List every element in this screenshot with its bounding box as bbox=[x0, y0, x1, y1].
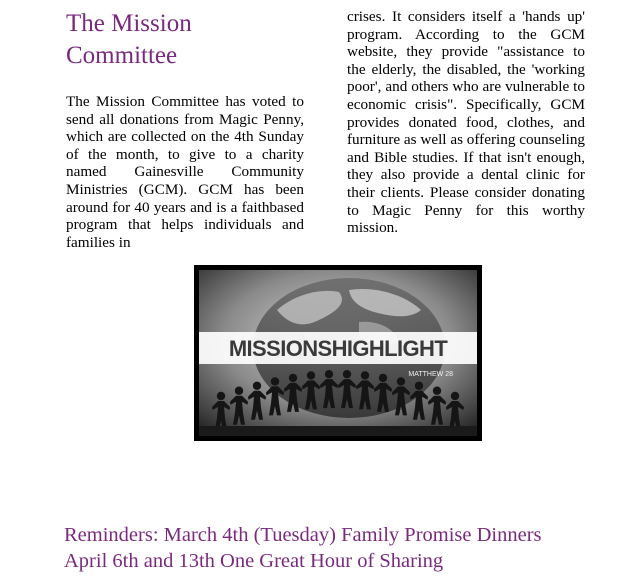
paper-person-head bbox=[253, 382, 261, 390]
paper-person-head bbox=[289, 374, 297, 382]
article-title: The Mission Committee bbox=[66, 10, 192, 69]
banner-heading: MISSIONSHIGHLIGHT bbox=[228, 336, 448, 361]
reminder-line-2: April 6th and 13th One Great Hour of Sharing bbox=[64, 550, 444, 572]
paper-person-head bbox=[235, 387, 243, 395]
paper-person-head bbox=[343, 370, 351, 378]
paper-person-head bbox=[361, 371, 369, 379]
paper-person-head bbox=[379, 374, 387, 382]
paper-person-head bbox=[307, 371, 315, 379]
reminder-line-1: Reminders: March 4th (Tuesday) Family Promise Dinners bbox=[64, 524, 542, 546]
paper-person-head bbox=[415, 382, 423, 390]
banner-verse: MATTHEW 28 bbox=[408, 371, 453, 378]
paper-person-head bbox=[433, 387, 441, 395]
article-text-right-column: crises. It considers itself a 'hands up' program. According to the GCM website, they provide "assistance to the elderly, the disabled, the 'working poor', and others who are vulnerable to economic crisis". Specifically, GCM provides donated food, clothes, and furniture as well as offering counseling and Bible studies. If that isn't enough, they also provide a dental clinic for their clients. Please consider donating to Magic Penny for this worthy mission. bbox=[347, 8, 586, 237]
mission-highlight-banner bbox=[194, 265, 482, 441]
article-text-left-column: The Mission Committee has voted to send all donations from Magic Penny, which are collected on the 4th Sunday of the month, to give to a charity named Gainesville Community Ministries (GCM). GCM has been around for 40 years and is a faithbased program that helps individuals and families in bbox=[66, 93, 304, 251]
mission-highlight-image bbox=[199, 270, 477, 436]
paper-person-head bbox=[451, 392, 459, 400]
paper-person-head bbox=[217, 392, 225, 400]
paper-person-head bbox=[325, 370, 333, 378]
paper-person-head bbox=[271, 377, 279, 385]
paper-person-head bbox=[397, 377, 405, 385]
